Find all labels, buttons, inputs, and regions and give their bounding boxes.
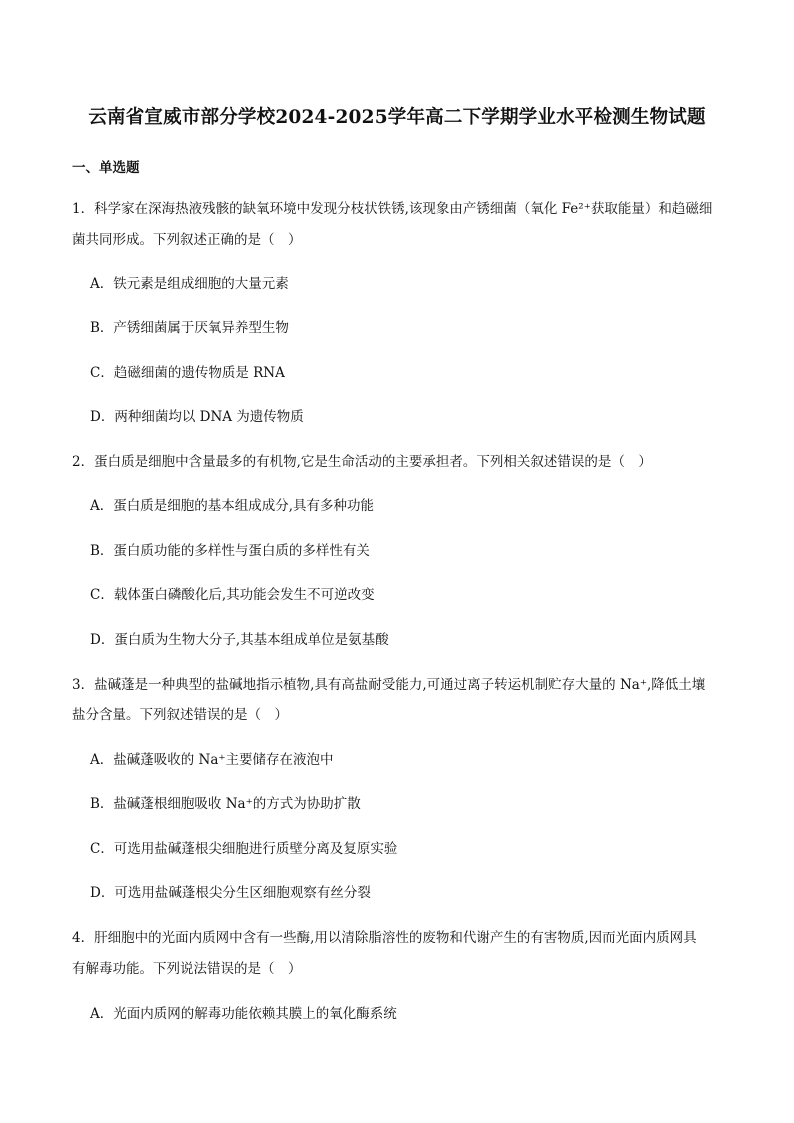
q3-option-b: B．盐碱蓬根细胞吸收 Na⁺的方式为协助扩散: [90, 796, 361, 812]
document-title: 云南省宣威市部分学校2024-2025学年高二下学期学业水平检测生物试题: [88, 107, 706, 128]
q2-option-c: C．载体蛋白磷酸化后,其功能会发生不可逆改变: [90, 587, 375, 603]
q1-stem-line2: 菌共同形成。下列叙述正确的是（ ）: [72, 232, 302, 248]
q3-stem-line2: 盐分含量。下列叙述错误的是（ ）: [72, 707, 288, 723]
q3-option-a: A．盐碱蓬吸收的 Na⁺主要储存在液泡中: [90, 752, 334, 768]
q3-option-c: C．可选用盐碱蓬根尖细胞进行质壁分离及复原实验: [90, 841, 398, 857]
q3-stem-line1: 3．盐碱蓬是一种典型的盐碱地指示植物,具有高盐耐受能力,可通过离子转运机制贮存大量的 Na⁺,降低土壤: [72, 677, 706, 693]
section-heading: 一、单选题: [72, 160, 140, 176]
q2-option-b: B．蛋白质功能的多样性与蛋白质的多样性有关: [90, 543, 370, 559]
q3-option-d: D．可选用盐碱蓬根尖分生区细胞观察有丝分裂: [90, 885, 371, 901]
q1-stem-line1: 1．科学家在深海热液残骸的缺氧环境中发现分枝状铁锈,该现象由产锈细菌（氧化 Fe²⁺获取能量）和趋磁细: [72, 201, 713, 217]
q1-option-a: A．铁元素是组成细胞的大量元素: [90, 276, 289, 292]
q2-stem-line1: 2．蛋白质是细胞中含量最多的有机物,它是生命活动的主要承担者。下列相关叙述错误的是（ ）: [72, 454, 652, 470]
q2-option-a: A．蛋白质是细胞的基本组成成分,具有多种功能: [90, 498, 375, 514]
q1-option-c: C．趋磁细菌的遗传物质是 RNA: [90, 365, 285, 381]
q1-option-d: D．两种细菌均以 DNA 为遗传物质: [90, 409, 304, 425]
q2-option-d: D．蛋白质为生物大分子,其基本组成单位是氨基酸: [90, 632, 389, 648]
q4-option-a: A．光面内质网的解毒功能依赖其膜上的氧化酶系统: [90, 1006, 397, 1022]
q4-stem-line1: 4．肝细胞中的光面内质网中含有一些酶,用以清除脂溶性的废物和代谢产生的有害物质,因而光面内质网具: [72, 930, 697, 946]
q4-stem-line2: 有解毒功能。下列说法错误的是（ ）: [72, 961, 302, 977]
q1-option-b: B．产锈细菌属于厌氧异养型生物: [90, 320, 289, 336]
